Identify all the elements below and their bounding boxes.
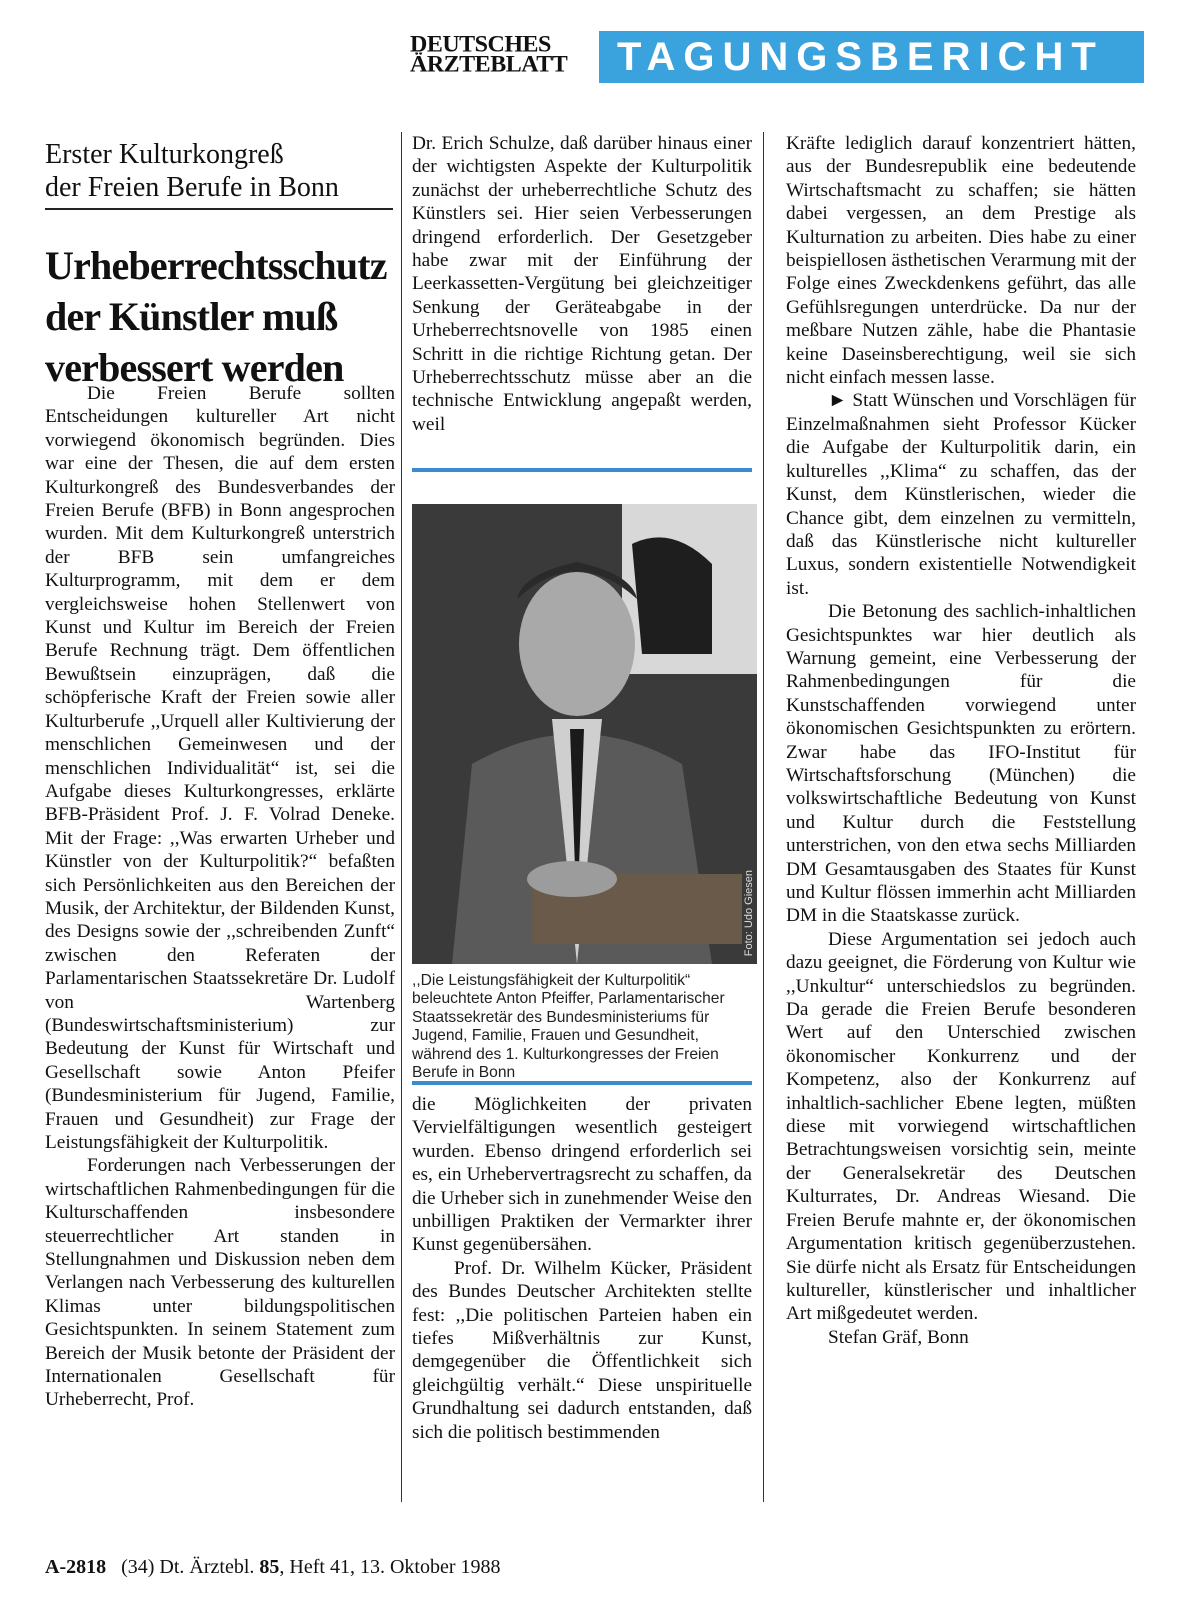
paragraph: Die Betonung des sachlich-inhaltlichen Gesichtspunktes war hier deutlich als Warnung gemeint, eine Verbesserung der Rahmenbedingungen für die Kunstschaffenden vorwiegend unter ökonomischen Gesichtspunkten zu erörtern. Zwar habe das IFO-Institut für Wirtschaftsforschung (München) die volkswirtschaftliche Bedeutung von Kunst und Kultur durch die Feststellung unterstrichen, von den etwa sechs Milliarden DM Gesamtausgaben des Staates für Kunst und Kultur flössen immerhin acht Milliarden DM in die Staatskasse zurück. [786, 601, 1136, 927]
column-divider [401, 132, 402, 1502]
kicker-line-1: Erster Kulturkongreß [45, 139, 284, 170]
page-footer [45, 1556, 500, 1579]
masthead [410, 32, 568, 78]
paragraph: Die Freien Berufe sollten Entscheidungen kultureller Art nicht vorwiegend ökonomisch begründen. Dies war eine der Thesen, die auf dem ersten Kulturkongreß des Bundesverbandes der Freien Berufe (BFB) in Bonn angesprochen wurden. Mit dem Kulturkongreß unterstrich der BFB sein umfangreiches Kulturprogramm, mit dem er dem vergleichsweise hohen Stellenwert von Kunst und Kultur im Bereich der Freien Berufe Rechnung trägt. Dem öffentlichen Bewußtsein einzuprägen, daß die schöpferische Kraft der Freien sowie aller Kulturberufe ,,Urquell aller Kultivierung der menschlichen Gemeinwesen und der menschlichen Individualität“ ist, sei die Aufgabe dieses Kulturkongresses, erklärte BFB-Präsident Prof. J. F. Volrad Deneke. Mit der Frage: ,,Was erwarten Urheber und Künstler von der Kulturpolitik?“ befaßten sich Persönlichkeiten aus den Bereichen der Musik, der Architektur, der Bildenden Kunst, des Designs sowie der ,,schreibenden Zunft“ zwischen den Referaten der Parlamentarischen Staatssekretäre Dr. Ludolf von Wartenberg (Bundeswirtschaftsministerium) zur Bedeutung der Kunst für Wirtschaft und Gesellschaft sowie Anton Pfeifer (Bundesministerium für Jugend, Familie, Frauen und Gesundheit) zur Frage der Leistungsfähigkeit der Kulturpolitik. [45, 383, 395, 1153]
photo-credit: Foto: Udo Giesen [743, 869, 755, 956]
photo-top-rule [412, 468, 752, 472]
paragraph: Diese Argumentation sei jedoch auch dazu geeignet, die Förderung von Kultur wie ,,Unkultur“ unterschiedslos zu begründen. Da gerade die Freien Berufe besonderen Wert auf den Unterschied zwischen ökonomischer Konkurrenz und der Kompetenz, also der Konkurrenz auf inhaltlich-sachlicher Ebene legten, müßten diese mit vorwiegend wirtschaftlichen Betrachtungsweisen vorsichtig sein, meinte der Generalsekretär des Deutschen Kulturrates, Dr. Andreas Wiesand. Die Freien Berufe mahnte er, der ökonomischen Argumentation kritisch gegenüberzustehen. Sie dürfe nicht als Ersatz für Entscheidungen kultureller, künstlerischer und inhaltlicher Art mißgedeutet werden. [786, 928, 1136, 1325]
paragraph: die Möglichkeiten der privaten Vervielfältigungen wesentlich gesteigert wurden. Ebenso dringend erforderlich sei es, ein Urhebervertragsrecht zu schaffen, da die Urheber sich in zunehmender Weise den unbilligen Praktiken der Vermarkter ihrer Kunst gegenübersähen. [412, 1094, 752, 1256]
section-banner: TAGUNGSBERICHT [599, 31, 1144, 83]
paragraph: Forderungen nach Verbesserungen der wirtschaftlichen Rahmenbedingungen für die Kulturschaffenden insbesondere steuerrechtlicher Art standen in Stellungnahmen und Diskussion neben dem Verlangen nach Verbesserung des kulturellen Klimas unter bildungspolitischen Gesichtspunkten. In seinem Statement zum Bereich der Musik betonte der Präsident der Internationalen Gesellschaft für Urheberrecht, Prof. [45, 1155, 395, 1411]
photo-caption: ,,Die Leistungsfähigkeit der Kulturpolitik“ beleuchtete Anton Pfeiffer, Parlamentarischer Staatssekretär des Bundesministeriums für Jugend, Familie, Frauen und Gesundheit, während des 1. Kulturkongresses der Freien Berufe in Bonn [412, 972, 725, 1082]
headline-line-1: Urheberrechtsschutz [45, 243, 387, 288]
paragraph: Kräfte lediglich darauf konzentriert hätten, aus der Bundesrepublik eine bedeutende Wirtschaftsmacht zu schaffen; sie hätten dabei vergessen, an dem Prestige als Kulturnation zu arbeiten. Dies habe zu einer beispiellosen ästhetischen Verarmung mit der Folge eines Zweckdenkens geführt, das alle Gefühlsregungen unterdrücke. Da nur der meßbare Nutzen zähle, habe die Phantasie keine Daseinsberechtigung, weil sie sich nicht einfach messen lasse. [786, 133, 1136, 389]
author-signature: Stefan Gräf, Bonn [828, 1326, 969, 1348]
headline [45, 240, 395, 393]
journal-ref: (34) Dt. Ärztebl. [121, 1556, 255, 1578]
headline-line-2: der Künstler muß [45, 294, 338, 339]
speaker-photo-illustration [412, 504, 757, 964]
volume-number: 85 [259, 1556, 280, 1578]
paragraph: ► Statt Wünschen und Vorschlägen für Einzelmaßnahmen sieht Professor Kücker die Aufgabe der Kulturpolitik darin, ein kulturelles ,,Klima“ zu schaffen, das der Kunst, dem Künstlerischen, wieder die Chance gibt, dem einzelnen zu vermitteln, daß das Künstlerische nicht kultureller Luxus, sondern existentielle Notwendigkeit ist. [786, 390, 1136, 599]
headline-line-3: verbessert werden [45, 345, 344, 390]
article-column-2-top [412, 132, 752, 436]
kicker-line-2: der Freien Berufe in Bonn [45, 172, 339, 203]
masthead-line-1: DEUTSCHES [410, 32, 551, 58]
article-column-3 [786, 132, 1136, 1349]
article-column-2-bottom [412, 1093, 752, 1444]
masthead-line-2: ÄRZTEBLATT [410, 52, 568, 78]
page-number: A-2818 [45, 1556, 107, 1578]
photo-speaker [412, 504, 757, 964]
paragraph: Prof. Dr. Wilhelm Kücker, Präsident des Bundes Deutscher Architekten stellte fest: ,,Die politischen Parteien haben ein tiefes Mißverhältnis zur Kunst, demgegenüber die Öffentlichkeit sich gleichgültig verhält.“ Diese unspirituelle Grundhaltung sei dadurch entstanden, daß sich die politisch bestimmenden [412, 1257, 752, 1443]
paragraph: Dr. Erich Schulze, daß darüber hinaus einer der wichtigsten Aspekte der Kulturpolitik zunächst der urheberrechtliche Schutz des Künstlers sei. Hier seien Verbesserungen dringend erforderlich. Der Gesetzgeber habe zwar mit der Einführung der Leerkassetten-Vergütung bei gleichzeitiger Senkung der Geräteabgabe in der Urheberrechtsnovelle von 1985 einen Schritt in die richtige Richtung getan. Der Urheberrechtsschutz müsse aber an die technische Entwicklung angepaßt werden, weil [412, 133, 752, 435]
kicker [45, 138, 393, 210]
issue-date: , Heft 41, 13. Oktober 1988 [279, 1556, 501, 1578]
column-divider [763, 132, 764, 1502]
article-column-1 [45, 382, 395, 1412]
photo-bottom-rule [412, 1081, 752, 1085]
